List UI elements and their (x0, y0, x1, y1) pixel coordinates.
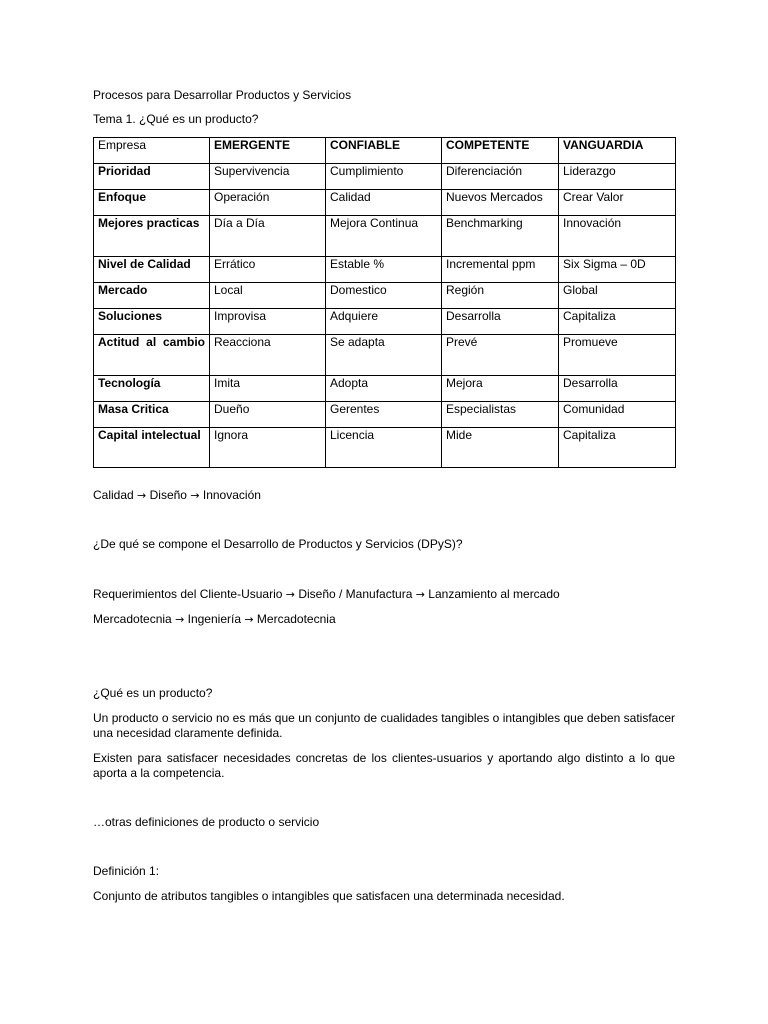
table-cell: Six Sigma – 0D (559, 257, 676, 283)
flow-step: Calidad (93, 488, 134, 502)
topic-heading: Tema 1. ¿Qué es un producto? (93, 112, 259, 126)
flow-step: Requerimientos del Cliente-Usuario (93, 587, 283, 601)
table-row (94, 335, 676, 376)
row-label: Mercado (94, 283, 210, 309)
table-row (94, 257, 676, 283)
table-cell: Día a Día (210, 216, 326, 257)
table-cell: Se adapta (326, 335, 442, 376)
question-dpys: ¿De qué se compone el Desarrollo de Productos y Servicios (DPyS)? (93, 537, 463, 551)
table-header-row (94, 138, 676, 164)
definition-1-text: Conjunto de atributos tangibles o intangibles que satisfacen una determinada necesidad. (93, 889, 565, 903)
table-cell: Incremental ppm (442, 257, 559, 283)
paragraph-purpose: Existen para satisfacer necesidades concretas de los clientes-usuarios y aportando algo distinto a lo que aporta a la competencia. (93, 751, 675, 780)
table-cell: Diferenciación (442, 164, 559, 190)
table-header-cell: CONFIABLE (326, 138, 442, 164)
flow-step: Innovación (202, 488, 261, 502)
table-cell: Estable % (326, 257, 442, 283)
row-label: Prioridad (94, 164, 210, 190)
row-label: Capital intelectual (94, 428, 210, 468)
row-label: Nivel de Calidad (94, 257, 210, 283)
flow-step: Diseño / Manufactura (298, 587, 413, 601)
table-cell: Global (559, 283, 676, 309)
arrow-right-icon: → (285, 588, 295, 601)
paragraph-definition: Un producto o servicio no es más que un conjunto de cualidades tangibles o intangibles que deben satisfacer una necesidad claramente definida. (93, 711, 675, 740)
definition-1-label: Definición 1: (93, 864, 160, 878)
table-cell: Comunidad (559, 402, 676, 428)
table-cell: Improvisa (210, 309, 326, 335)
table-cell: Capitaliza (559, 428, 676, 468)
question-what-is-product: ¿Qué es un producto? (93, 686, 213, 700)
table-cell: Supervivencia (210, 164, 326, 190)
table-header-cell: Empresa (94, 138, 210, 164)
table-row (94, 376, 676, 402)
row-label: Actitud al cambio (94, 335, 210, 376)
row-label: Tecnología (94, 376, 210, 402)
arrow-right-icon: → (190, 489, 200, 502)
table-cell: Especialistas (442, 402, 559, 428)
table-cell: Ignora (210, 428, 326, 468)
table-cell: Desarrolla (442, 309, 559, 335)
table-cell: Errático (210, 257, 326, 283)
table-cell: Domestico (326, 283, 442, 309)
table-row (94, 164, 676, 190)
other-definitions-heading: …otras definiciones de producto o servicio (93, 815, 320, 829)
table-cell: Gerentes (326, 402, 442, 428)
document-title: Procesos para Desarrollar Productos y Servicios (93, 88, 352, 102)
table-cell: Mejora Continua (326, 216, 442, 257)
table-cell: Local (210, 283, 326, 309)
table-header-cell: COMPETENTE (442, 138, 559, 164)
table-row (94, 309, 676, 335)
table-cell: Desarrolla (559, 376, 676, 402)
flow-step: Diseño (149, 488, 187, 502)
table-cell: Calidad (326, 190, 442, 216)
table-cell: Imita (210, 376, 326, 402)
table-cell: Mide (442, 428, 559, 468)
table-row (94, 283, 676, 309)
table-cell: Benchmarking (442, 216, 559, 257)
arrow-right-icon: → (415, 588, 425, 601)
table-cell: Nuevos Mercados (442, 190, 559, 216)
table-cell: Prevé (442, 335, 559, 376)
table-row (94, 190, 676, 216)
row-label: Masa Critica (94, 402, 210, 428)
row-label: Soluciones (94, 309, 210, 335)
flow-step: Ingeniería (187, 612, 241, 626)
table-cell: Operación (210, 190, 326, 216)
table-row (94, 216, 676, 257)
row-label: Mejores practicas (94, 216, 210, 257)
table-cell: Región (442, 283, 559, 309)
table-cell: Adopta (326, 376, 442, 402)
table-cell: Liderazgo (559, 164, 676, 190)
arrow-right-icon: → (244, 613, 254, 626)
table-cell: Promueve (559, 335, 676, 376)
flow-requirements (93, 587, 560, 602)
table-row (94, 428, 676, 468)
flow-step: Mercadotecnia (93, 612, 172, 626)
table-cell: Mejora (442, 376, 559, 402)
table-row (94, 402, 676, 428)
table-cell: Cumplimiento (326, 164, 442, 190)
row-label: Enfoque (94, 190, 210, 216)
table-cell: Dueño (210, 402, 326, 428)
arrow-right-icon: → (175, 613, 185, 626)
table-cell: Adquiere (326, 309, 442, 335)
flow-step: Lanzamiento al mercado (428, 587, 560, 601)
flow-marketing-engineering (93, 612, 336, 627)
table-header-cell: EMERGENTE (210, 138, 326, 164)
flow-quality-design-innovation (93, 488, 261, 503)
table-cell: Crear Valor (559, 190, 676, 216)
table-cell: Licencia (326, 428, 442, 468)
arrow-right-icon: → (137, 489, 147, 502)
table-cell: Reacciona (210, 335, 326, 376)
table-header-cell: VANGUARDIA (559, 138, 676, 164)
table-cell: Capitaliza (559, 309, 676, 335)
company-levels-table (93, 137, 676, 468)
table-cell: Innovación (559, 216, 676, 257)
flow-step: Mercadotecnia (256, 612, 336, 626)
